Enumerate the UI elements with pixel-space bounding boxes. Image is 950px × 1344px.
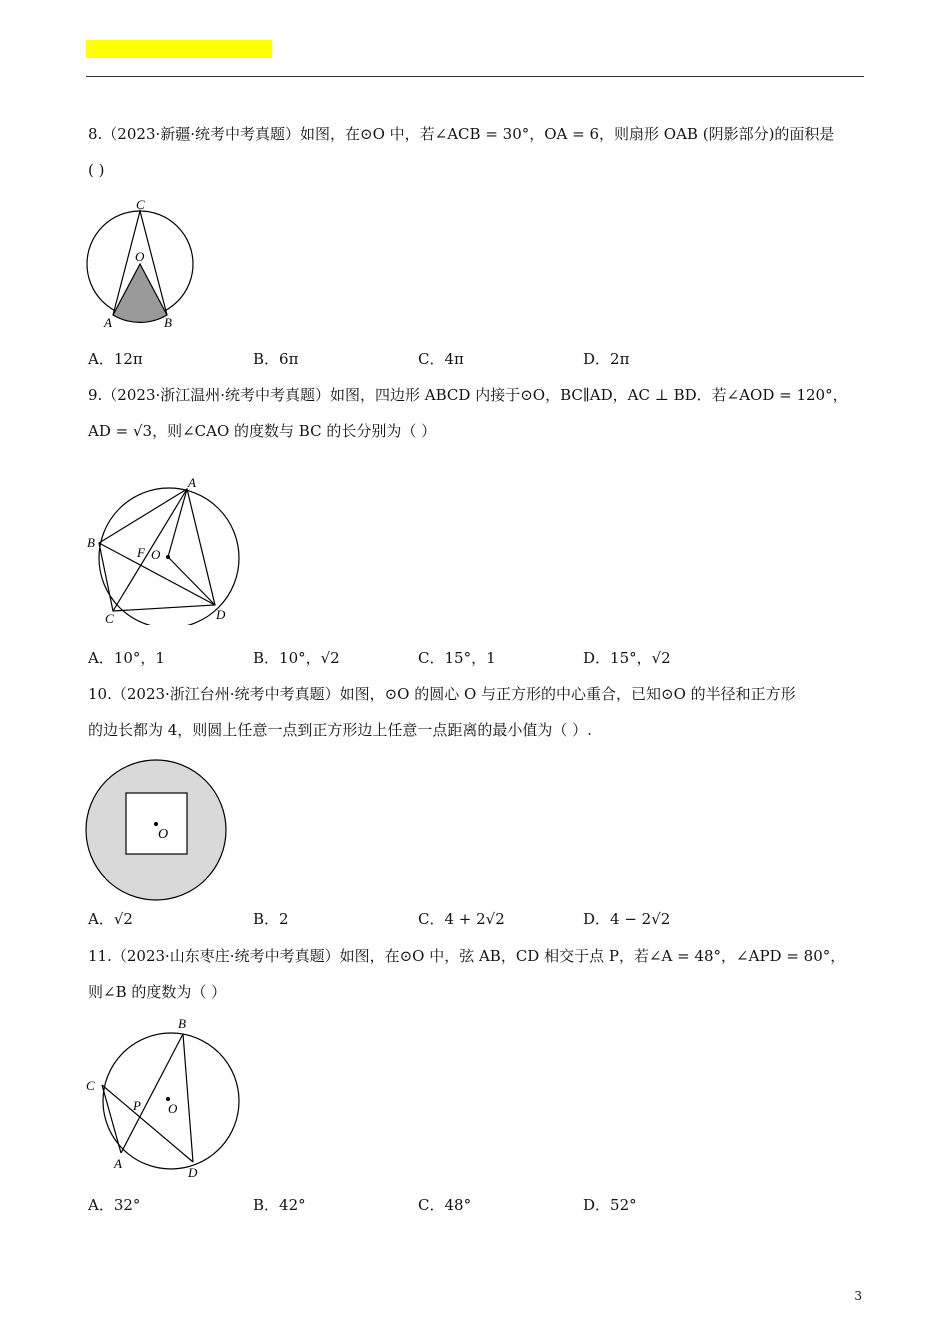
question-11-options bbox=[88, 1194, 864, 1216]
figure-8-label-c: C bbox=[136, 197, 145, 212]
question-10-option-c[interactable]: C．4 + 2√2 bbox=[418, 910, 505, 928]
header-rule bbox=[86, 76, 864, 77]
question-10 bbox=[88, 676, 864, 748]
question-9-option-b[interactable]: B．10°，√2 bbox=[253, 649, 340, 667]
question-11-stem-line1: 11.（2023·山东枣庄·统考中考真题）如图，在⊙O 中，弦 AB，CD 相交于点 P，若∠A = 48°，∠APD = 80°， bbox=[88, 947, 846, 965]
question-9-option-a[interactable]: A．10°，1 bbox=[88, 649, 165, 667]
figure-11-label-b: B bbox=[178, 1016, 186, 1031]
figure-11-label-p: P bbox=[133, 1098, 141, 1113]
figure-9-label-f: F bbox=[137, 545, 145, 560]
question-9-option-d[interactable]: D．15°，√2 bbox=[583, 649, 671, 667]
page-number: 3 bbox=[854, 1289, 862, 1303]
question-8-stem-line2: ( ) bbox=[88, 161, 105, 179]
question-9-option-c[interactable]: C．15°，1 bbox=[418, 649, 496, 667]
question-8-stem-line1: 8.（2023·新疆·统考中考真题）如图，在⊙O 中，若∠ACB = 30°，OA = 6，则扇形 OAB (阴影部分)的面积是 bbox=[88, 125, 835, 143]
figure-10-label-o: O bbox=[158, 827, 169, 842]
question-11 bbox=[88, 938, 864, 1010]
question-10-stem-line1: 10.（2023·浙江台州·统考中考真题）如图，⊙O 的圆心 O 与正方形的中心重合，已知⊙O 的半径和正方形 bbox=[88, 685, 796, 703]
question-8-option-b[interactable]: B．6π bbox=[253, 350, 299, 368]
question-10-stem-line2: 的边长都为 4，则圆上任意一点到正方形边上任意一点距离的最小值为（ ）. bbox=[88, 721, 592, 739]
question-10-figure bbox=[84, 756, 234, 906]
figure-9-label-a: A bbox=[188, 475, 196, 490]
figure-11-label-c: C bbox=[86, 1078, 95, 1093]
figure-9-label-c: C bbox=[105, 611, 114, 625]
figure-8-label-a: A bbox=[104, 315, 112, 330]
figure-9-label-b: B bbox=[87, 535, 95, 550]
question-9-stem-line2: AD = √3，则∠CAO 的度数与 BC 的长分别为（ ） bbox=[88, 422, 437, 440]
question-8 bbox=[88, 116, 864, 188]
figure-8-label-o: O bbox=[135, 249, 145, 264]
question-8-option-d[interactable]: D．2π bbox=[583, 350, 630, 368]
figure-8-label-b: B bbox=[164, 315, 172, 330]
question-9 bbox=[88, 377, 864, 449]
question-9-stem-line1: 9.（2023·浙江温州·统考中考真题）如图，四边形 ABCD 内接于⊙O，BC∥AD，AC ⊥ BD．若∠AOD = 120°， bbox=[88, 386, 848, 404]
figure-9-label-o: O bbox=[151, 547, 161, 562]
question-11-option-b[interactable]: B．42° bbox=[253, 1196, 306, 1214]
question-11-option-d[interactable]: D．52° bbox=[583, 1196, 637, 1214]
question-8-figure bbox=[84, 194, 194, 334]
question-10-options bbox=[88, 908, 864, 930]
figure-11-label-o: O bbox=[168, 1101, 178, 1116]
question-11-option-c[interactable]: C．48° bbox=[418, 1196, 472, 1214]
header-highlight-bar bbox=[86, 40, 272, 58]
question-11-stem-line2: 则∠B 的度数为（ ） bbox=[88, 983, 227, 1001]
figure-11-label-d: D bbox=[188, 1165, 198, 1180]
question-9-figure bbox=[84, 473, 244, 625]
question-10-option-a[interactable]: A．√2 bbox=[88, 910, 133, 928]
question-11-option-a[interactable]: A．32° bbox=[88, 1196, 141, 1214]
figure-9-label-d: D bbox=[216, 607, 226, 622]
question-8-option-c[interactable]: C．4π bbox=[418, 350, 464, 368]
question-10-option-b[interactable]: B．2 bbox=[253, 910, 289, 928]
question-11-figure bbox=[84, 1012, 249, 1182]
question-9-options bbox=[88, 647, 864, 669]
question-10-option-d[interactable]: D．4 − 2√2 bbox=[583, 910, 671, 928]
question-8-option-a[interactable]: A．12π bbox=[88, 350, 143, 368]
question-8-options bbox=[88, 348, 864, 370]
figure-11-label-a: A bbox=[114, 1156, 122, 1171]
